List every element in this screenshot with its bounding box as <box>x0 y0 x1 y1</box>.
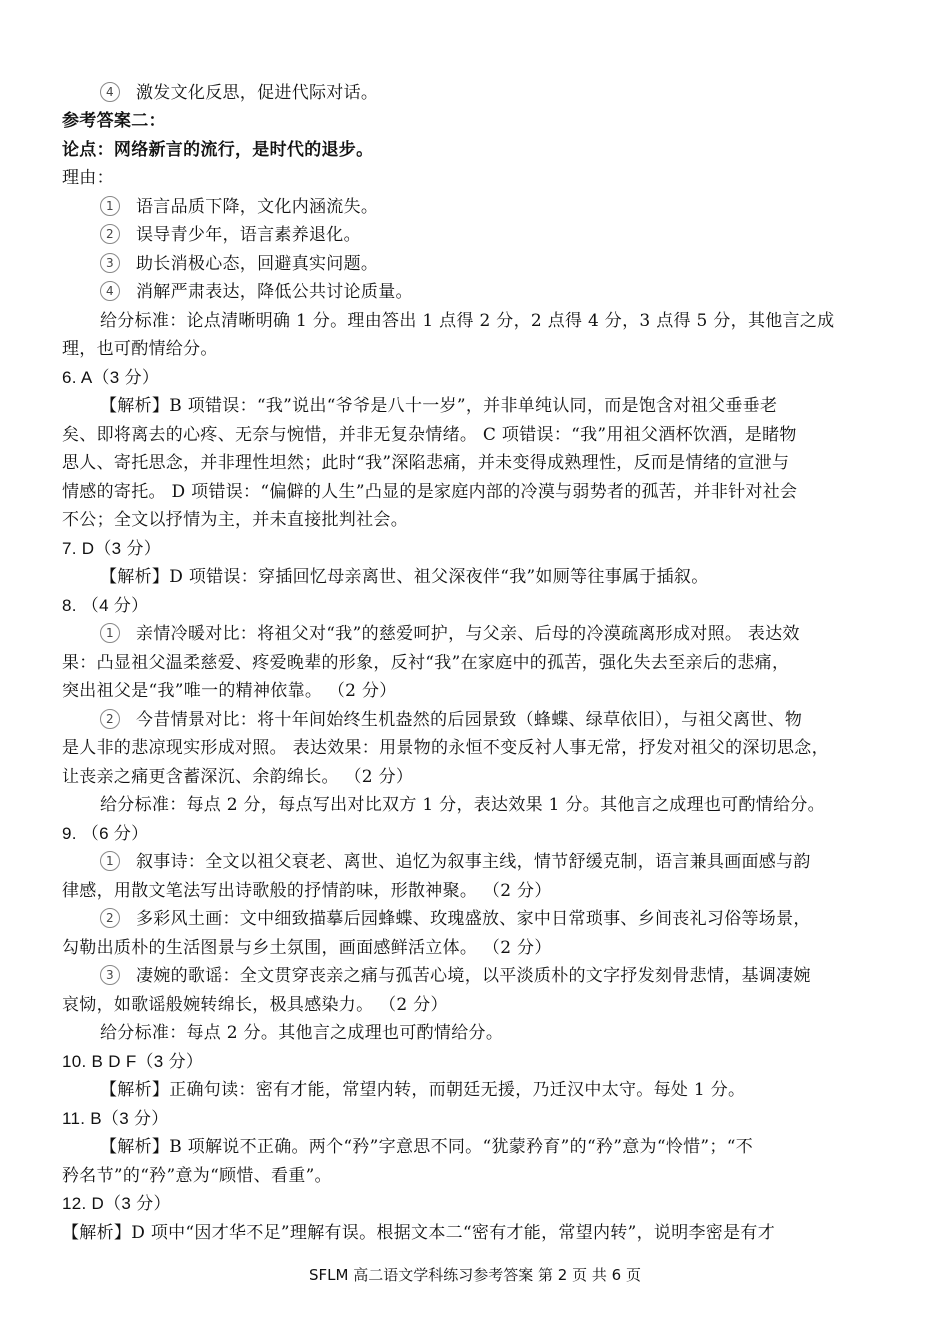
circled-number: 1 <box>100 851 120 871</box>
answer2-heading: 参考答案二： <box>62 111 166 131</box>
analysis-line: 矜名节”的“矜”意为“顾惜、看重”。 <box>62 1166 332 1186</box>
question-11-head: 11. B（3 分） <box>62 1109 169 1128</box>
list-item: 2 今昔情景对比：将十年间始终生机盎然的后园景致（蜂蝶、绿草依旧），与祖父离世、物 <box>100 706 892 734</box>
list-item: 3 凄婉的歌谣：全文贯穿丧亲之痛与孤苦心境，以平淡质朴的文字抒发刻骨悲情，基调凄婉 <box>100 962 892 990</box>
list-item: 1 语言品质下降，文化内涵流失。 <box>100 193 892 221</box>
list-item: 1 亲情冷暖对比：将祖父对“我”的慈爱呵护，与父亲、后母的冷漠疏离形成对照。 表达效 <box>100 620 892 648</box>
circled-number: 2 <box>100 908 120 928</box>
answer-line: 让丧亲之痛更含蓄深沉、余韵绵长。 （2 分） <box>62 767 414 787</box>
list-item: 2 多彩风土画：文中细致描摹后园蜂蝶、玫瑰盛放、家中日常琐事、乡间丧礼习俗等场景， <box>100 905 892 933</box>
analysis-line: 【解析】D 项错误：穿插回忆母亲离世、祖父深夜伴“我”如厕等往事属于插叙。 <box>100 567 709 587</box>
question-6-head: 6. A（3 分） <box>62 368 160 387</box>
circled-number: 3 <box>100 253 120 273</box>
answer-line: 果：凸显祖父温柔慈爱、疼爱晚辈的形象，反衬“我”在家庭中的孤苦，强化失去至亲后的悲痛， <box>62 653 790 673</box>
analysis-line: 【解析】B 项解说不正确。两个“矜”字意思不同。“犹蒙矜育”的“矜”意为“怜惜”；“不 <box>100 1137 754 1157</box>
circled-number: 1 <box>100 623 120 643</box>
circled-number: 2 <box>100 709 120 729</box>
list-item: 4 激发文化反思，促进代际对话。 <box>100 79 892 107</box>
question-7-head: 7. D（3 分） <box>62 539 162 558</box>
page-footer: SFLM 高二语文学科练习参考答案 第 2 页 共 6 页 <box>309 1266 641 1284</box>
analysis-line: 【解析】正确句读：密有才能，常望内转，而朝廷无援，乃迁汉中太守。每处 1 分。 <box>100 1080 746 1100</box>
question-8-head: 8. （4 分） <box>62 596 149 615</box>
circled-number: 4 <box>100 281 120 301</box>
analysis-line: 【解析】B 项错误：“我”说出“爷爷是八十一岁”，并非单纯认同，而是饱含对祖父垂垂老 <box>100 396 778 416</box>
question-9-head: 9. （6 分） <box>62 824 149 843</box>
question-12-head: 12. D（3 分） <box>62 1194 171 1213</box>
question-10-head: 10. B D F（3 分） <box>62 1052 204 1071</box>
scoring-standard: 给分标准：论点清晰明确 1 分。理由答出 1 点得 2 分，2 点得 4 分，3 点得 5 分，其他言之成 <box>100 311 835 331</box>
circled-number: 3 <box>100 965 120 985</box>
list-item: 3 助长消极心态，回避真实问题。 <box>100 250 892 278</box>
answer-line: 是人非的悲凉现实形成对照。 表达效果：用景物的永恒不变反衬人事无常，抒发对祖父的深切思念， <box>62 738 829 758</box>
thesis-line: 论点：网络新言的流行，是时代的退步。 <box>62 140 374 160</box>
scoring-standard: 给分标准：每点 2 分。其他言之成理也可酌情给分。 <box>100 1023 504 1043</box>
answer-line: 勾勒出质朴的生活图景与乡土氛围，画面感鲜活立体。 （2 分） <box>62 938 552 958</box>
analysis-line: 情感的寄托。 D 项错误：“偏僻的人生”凸显的是家庭内部的冷漠与弱势者的孤苦，并非针对社会 <box>62 482 798 502</box>
list-item: 1 叙事诗：全文以祖父衰老、离世、追忆为叙事主线，情节舒缓克制，语言兼具画面感与韵 <box>100 848 892 876</box>
circled-number: 2 <box>100 224 120 244</box>
answer-line: 哀恸，如歌谣般婉转绵长，极具感染力。 （2 分） <box>62 995 448 1015</box>
list-item: 4 消解严肃表达，降低公共讨论质量。 <box>100 278 892 306</box>
list-item: 2 误导青少年，语言素养退化。 <box>100 221 892 249</box>
analysis-line: 矣、即将离去的心疼、无奈与惋惜，并非无复杂情绪。 C 项错误：“我”用祖父酒杯饮酒，是睹物 <box>62 425 797 445</box>
analysis-line: 不公；全文以抒情为主，并未直接批判社会。 <box>62 510 408 530</box>
circled-number: 4 <box>100 82 120 102</box>
circled-number: 1 <box>100 196 120 216</box>
reasons-label: 理由： <box>62 168 114 188</box>
analysis-line: 思人、寄托思念，并非理性坦然；此时“我”深陷悲痛，并未变得成熟理性，反而是情绪的宣泄与 <box>62 453 790 473</box>
answer-line: 突出祖父是“我”唯一的精神依靠。 （2 分） <box>62 681 397 701</box>
answer-line: 律感，用散文笔法写出诗歌般的抒情韵味，形散神聚。 （2 分） <box>62 881 552 901</box>
scoring-standard: 给分标准：每点 2 分，每点写出对比双方 1 分，表达效果 1 分。其他言之成理也可酌情给分。 <box>100 795 825 815</box>
analysis-line: 【解析】D 项中“因才华不足”理解有误。根据文本二“密有才能，常望内转”，说明李密是有才 <box>62 1223 775 1243</box>
scoring-standard-cont: 理，也可酌情给分。 <box>62 339 218 359</box>
